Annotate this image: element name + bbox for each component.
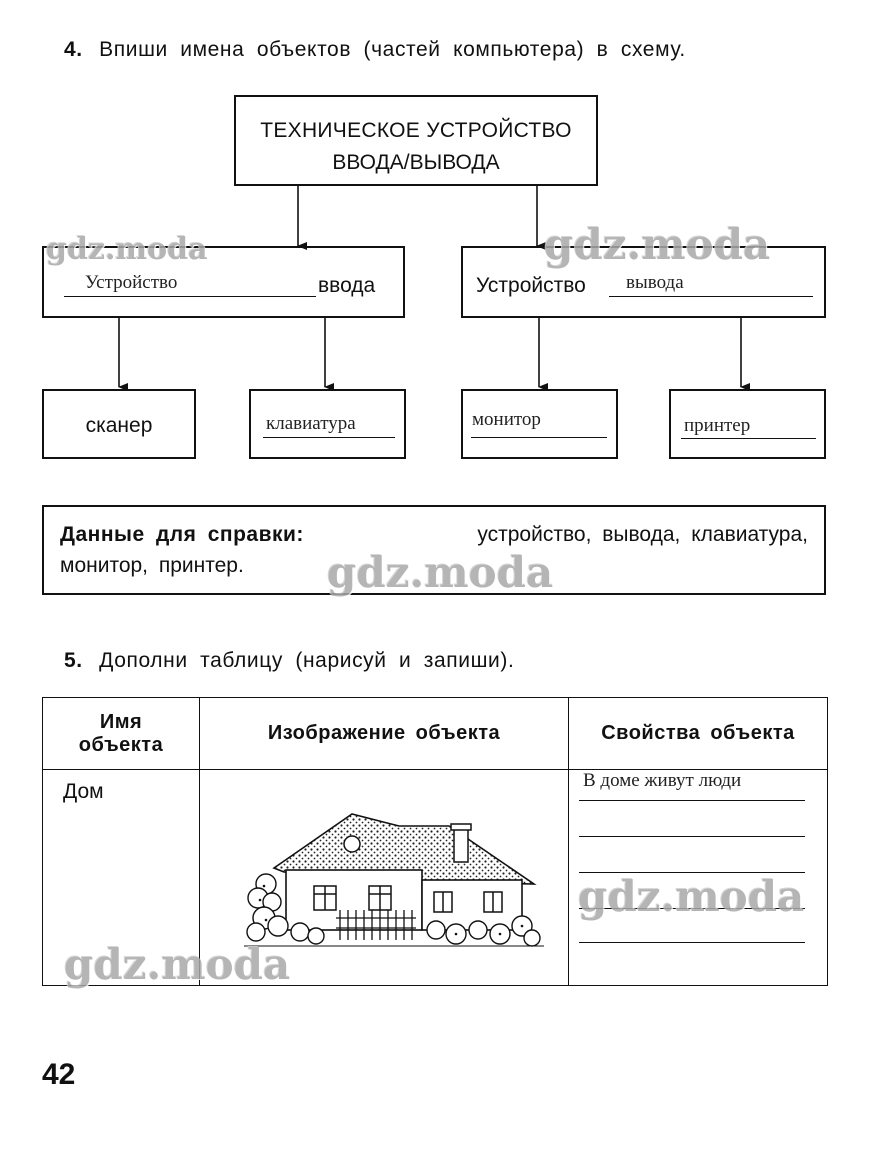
io-device-line2: ВВОДА/ВЫВОДА [332,151,500,174]
monitor-answer: монитор [472,409,541,430]
header-name-line1: Имя [99,710,143,733]
task4-number: 4. [64,38,83,61]
reference-line1 [60,519,808,550]
box-io-device [234,95,598,186]
task5-heading [64,649,514,673]
object-name-value: Дом [63,780,104,803]
io-device-line1: ТЕХНИЧЕСКОЕ УСТРОЙСТВО [260,119,572,142]
cell-object-name [43,770,200,986]
task5-instruction: Дополни таблицу (нарисуй и запиши). [99,649,515,672]
watermark-4: gdz.moda [578,872,805,921]
box-printer [669,389,826,459]
input-device-answer-line [64,296,316,297]
property-line-2 [579,836,805,837]
property-line-4 [579,908,805,909]
header-object-name [43,698,200,770]
box-output-device [461,246,826,318]
header-object-image: Изображение объекта [200,698,569,770]
output-device-answer: вывода [626,272,684,293]
reference-text-line2: монитор, принтер. [60,554,244,577]
monitor-answer-line [471,437,607,438]
header-object-props: Свойства объекта [569,698,828,770]
cell-object-image [200,770,569,986]
header-name-line2: объекта [78,733,164,756]
keyboard-answer-line [263,437,395,438]
watermark-3: gdz.moda [327,548,554,597]
objects-table [42,697,828,986]
page-number: 42 [42,1058,76,1091]
box-scanner [42,389,196,459]
printer-answer-line [681,438,816,439]
task5-number: 5. [64,649,83,672]
reference-box [42,505,826,595]
printer-answer: принтер [684,415,751,436]
reference-label: Данные для справки: [60,523,304,546]
house-drawing-icon [244,806,544,956]
scanner-label: сканер [85,414,153,437]
keyboard-answer: клавиатура [266,413,356,434]
watermark-2: gdz.moda [544,220,771,269]
input-device-answer: Устройство [85,272,178,293]
cell-object-props [569,770,828,986]
property-answer: В доме живут люди [583,770,742,791]
input-device-suffix: ввода [318,274,376,297]
watermark-1: gdz.moda [46,232,208,267]
box-keyboard [249,389,406,459]
box-input-device [42,246,405,318]
output-device-answer-line [609,296,813,297]
box-monitor [461,389,618,459]
property-line-5 [579,942,805,943]
property-line-1 [579,800,805,801]
task4-instruction: Впиши имена объектов (частей компьютера) в схему. [99,38,686,61]
output-device-prefix: Устройство [476,274,586,297]
reference-text-line1: устройство, вывода, клавиатура, [477,523,808,546]
watermark-5: gdz.moda [64,940,291,989]
property-line-3 [579,872,805,873]
